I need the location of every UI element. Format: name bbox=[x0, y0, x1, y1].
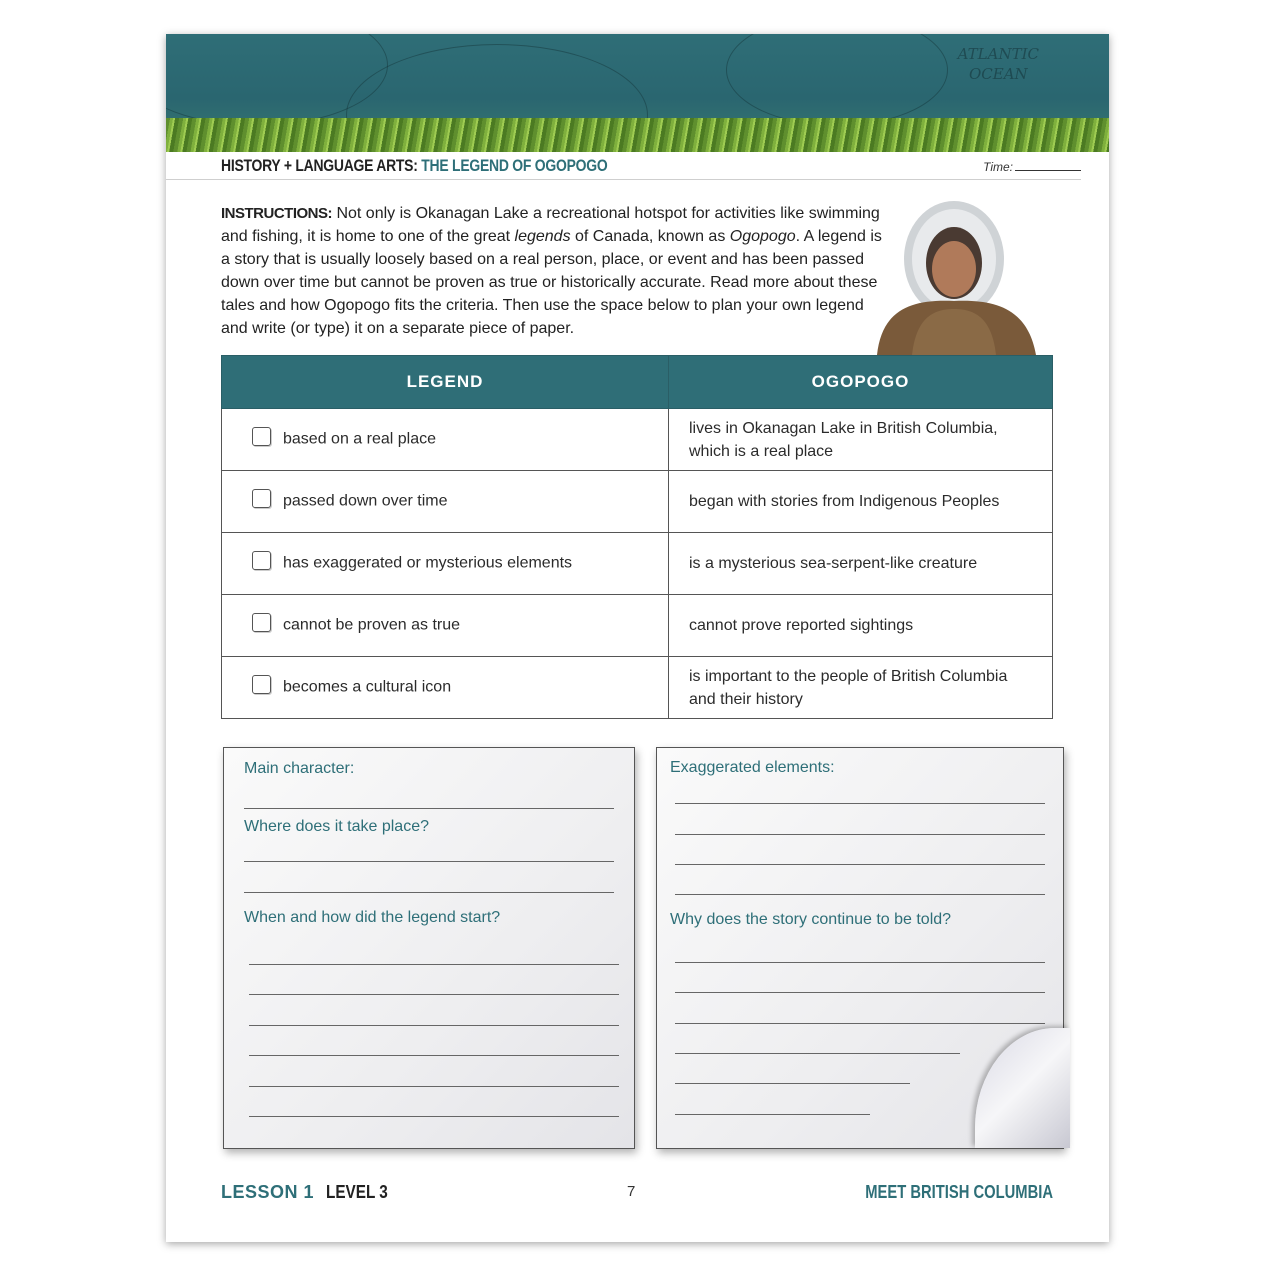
time-field[interactable] bbox=[983, 160, 1081, 174]
legend-cell bbox=[222, 533, 669, 595]
header-divider bbox=[166, 179, 1081, 180]
header-bar bbox=[221, 154, 1081, 180]
write-line[interactable] bbox=[675, 864, 1045, 865]
write-line[interactable] bbox=[675, 834, 1045, 835]
level-label: LEVEL 3 bbox=[326, 1182, 388, 1202]
lesson-number: LESSON 1 bbox=[221, 1182, 315, 1202]
left-planning-sheet bbox=[223, 747, 635, 1149]
instructions-emphasis: legends bbox=[514, 228, 571, 245]
page-curl-corner bbox=[975, 1028, 1070, 1148]
story-continues-prompt: Why does the story continue to be told? bbox=[670, 911, 952, 928]
instructions-emphasis: Ogopogo bbox=[729, 228, 796, 245]
legend-cell bbox=[222, 471, 669, 533]
write-line[interactable] bbox=[249, 994, 619, 995]
right-planning-sheet bbox=[656, 747, 1064, 1149]
ogopogo-cell: began with stories from Indigenous Peoples bbox=[669, 471, 1053, 533]
write-line[interactable] bbox=[675, 962, 1045, 963]
write-line[interactable] bbox=[675, 803, 1045, 804]
checkbox[interactable] bbox=[252, 675, 271, 694]
checkbox[interactable] bbox=[252, 613, 271, 632]
column-header-ogopogo: OGOPOGO bbox=[669, 356, 1053, 409]
ogopogo-cell: cannot prove reported sightings bbox=[669, 595, 1053, 657]
subject-label: HISTORY + LANGUAGE ARTS: bbox=[221, 156, 418, 175]
instructions-text: Not only is Okanagan Lake a recreational hotspot for activities like swimming and fishing, it is home to one of the great bbox=[221, 205, 880, 245]
write-line[interactable] bbox=[249, 964, 619, 965]
page-title bbox=[221, 156, 607, 176]
legend-comparison-table bbox=[221, 355, 1053, 719]
column-header-legend: LEGEND bbox=[222, 356, 669, 409]
setting-prompt: Where does it take place? bbox=[244, 818, 429, 835]
legend-cell bbox=[222, 409, 669, 471]
ogopogo-cell: lives in Okanagan Lake in British Columbia, which is a real place bbox=[669, 409, 1053, 471]
table-row bbox=[222, 471, 1053, 533]
legend-criterion: passed down over time bbox=[283, 492, 448, 510]
legend-criterion: becomes a cultural icon bbox=[283, 678, 452, 696]
worksheet-page bbox=[166, 34, 1109, 1242]
lesson-title: THE LEGEND OF OGOPOGO bbox=[421, 156, 608, 175]
write-line[interactable] bbox=[675, 894, 1045, 895]
write-line[interactable] bbox=[249, 1086, 619, 1087]
table-row bbox=[222, 533, 1053, 595]
legend-cell bbox=[222, 657, 669, 719]
table-row bbox=[222, 657, 1053, 719]
main-character-prompt: Main character: bbox=[244, 760, 355, 777]
table-header-row bbox=[222, 356, 1053, 409]
instructions-paragraph bbox=[221, 202, 891, 340]
table-row bbox=[222, 595, 1053, 657]
write-line[interactable] bbox=[249, 1116, 619, 1117]
ocean-label bbox=[958, 44, 1039, 84]
ocean-label-line2: OCEAN bbox=[968, 65, 1028, 83]
instructions-label: INSTRUCTIONS: bbox=[221, 205, 332, 222]
write-line[interactable] bbox=[249, 1055, 619, 1056]
checkbox[interactable] bbox=[252, 551, 271, 570]
page-footer bbox=[221, 1180, 1053, 1206]
checkbox[interactable] bbox=[252, 427, 271, 446]
time-blank[interactable] bbox=[1015, 170, 1081, 171]
write-line[interactable] bbox=[675, 1083, 910, 1084]
write-line[interactable] bbox=[244, 892, 614, 893]
write-line[interactable] bbox=[675, 1114, 870, 1115]
write-line[interactable] bbox=[244, 808, 614, 809]
legend-criterion: has exaggerated or mysterious elements bbox=[283, 554, 573, 572]
legend-criterion: based on a real place bbox=[283, 430, 436, 448]
origin-prompt: When and how did the legend start? bbox=[244, 909, 501, 926]
ogopogo-cell: is important to the people of British Columbia and their history bbox=[669, 657, 1053, 719]
ocean-label-line1: ATLANTIC bbox=[957, 45, 1039, 63]
legend-cell bbox=[222, 595, 669, 657]
exaggerated-elements-prompt: Exaggerated elements: bbox=[670, 759, 835, 776]
write-line[interactable] bbox=[249, 1025, 619, 1026]
time-label: Time: bbox=[983, 160, 1013, 174]
map-contour bbox=[726, 34, 948, 126]
ogopogo-cell: is a mysterious sea-serpent-like creature bbox=[669, 533, 1053, 595]
instructions-text: . A legend is a story that is usually loosely based on a real person, place, or event and has been passed down over time but cannot be proven as true or historically accurate. Read more about these tales and how Ogopogo fits the criteria. Then use the space below to plan your own legend and write (or type) it on a separate piece of paper. bbox=[221, 228, 882, 337]
parka-person-illustration bbox=[872, 189, 1040, 355]
checkbox[interactable] bbox=[252, 489, 271, 508]
page-number: 7 bbox=[627, 1183, 636, 1200]
write-line[interactable] bbox=[675, 1023, 1045, 1024]
table-row bbox=[222, 409, 1053, 471]
write-line[interactable] bbox=[244, 861, 614, 862]
instructions-text: of Canada, known as bbox=[570, 228, 730, 245]
write-line[interactable] bbox=[675, 1053, 960, 1054]
write-line[interactable] bbox=[675, 992, 1045, 993]
legend-criterion: cannot be proven as true bbox=[283, 616, 461, 634]
grass-strip bbox=[166, 118, 1109, 152]
unit-title: MEET BRITISH COLUMBIA bbox=[865, 1182, 1053, 1202]
map-banner bbox=[166, 34, 1109, 152]
